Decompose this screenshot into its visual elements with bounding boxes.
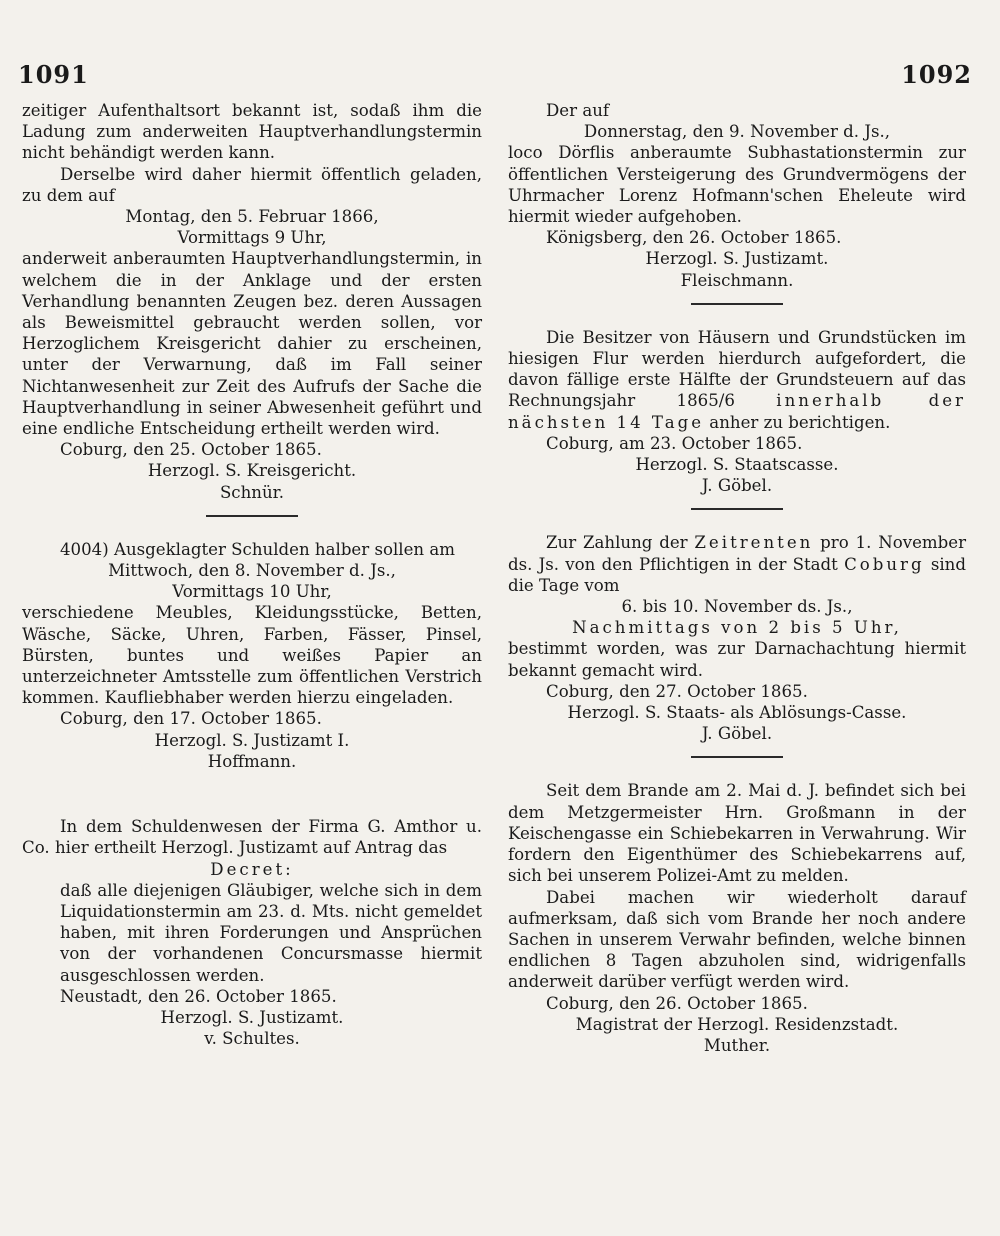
decree-label: Decret: <box>210 859 294 879</box>
section-divider <box>691 756 783 758</box>
section-gap <box>22 772 482 794</box>
notice-text: loco Dörflis anberaumte Subhastationstermin zur öffentlichen Versteigerung des Grundvermögens der Uhrmacher Lorenz Hofmann'schen Eheleute wird hiermit wieder aufgehoben. <box>508 143 966 227</box>
section-gap <box>22 794 482 816</box>
notice-text: zeitiger Aufenthaltsort bekannt ist, sodaß ihm die Ladung zum anderweiten Hauptverhandlungstermin nicht behändigt werden kann. <box>22 101 482 163</box>
notice-text <box>508 327 966 433</box>
notice-time: Nachmittags von 2 bis 5 Uhr, <box>572 618 902 638</box>
notice-tax <box>508 327 966 497</box>
notice-text: Dabei machen wir wiederholt darauf aufmerksam, daß sich vom Brande her noch andere Sachen in unserem Verwahr befinden, welche binnen endlichen 8 Tagen abzuholen sind, widrigenfalls anderweit darüber verfügt werden wird. <box>508 887 966 992</box>
notice-signature: J. Göbel. <box>701 724 773 744</box>
text-run: pro 1. November ds. Js. von den Pflichtigen in der Stadt <box>508 533 967 574</box>
page-number-right: 1092 <box>901 60 972 89</box>
text-run: Zur Zahlung der <box>546 533 695 553</box>
spaced-text: Coburg <box>844 554 925 574</box>
notice-summons <box>22 100 482 503</box>
spaced-text: Zeitrenten <box>694 533 814 553</box>
notice-rent-payment <box>508 532 966 744</box>
notice-signature: Hoffmann. <box>207 751 297 771</box>
spaced-text: innerhalb der nächsten 14 Tage <box>508 391 966 432</box>
notice-signature: Muther. <box>703 1035 771 1055</box>
notice-signature: Schnür. <box>219 482 285 502</box>
notice-time: Vormittags 10 Uhr, <box>172 582 332 602</box>
notice-signature: Fleischmann. <box>680 270 794 290</box>
notice-text: bestimmt worden, was zur Darnachachtung hiermit bekannt gemacht wird. <box>508 639 966 680</box>
notice-authority: Herzogl. S. Justizamt I. <box>154 730 350 750</box>
right-column <box>508 100 966 1056</box>
left-column <box>22 100 482 1049</box>
notice-place-date: Coburg, am 23. October 1865. <box>546 433 803 453</box>
notice-text: Derselbe wird daher hiermit öffentlich geladen, zu dem auf <box>22 164 482 205</box>
section-divider <box>206 515 298 517</box>
notice-place-date: Coburg, den 17. October 1865. <box>60 709 322 729</box>
notice-signature: J. Göbel. <box>701 476 773 496</box>
notice-wheelbarrow <box>508 780 966 1056</box>
notice-authority: Herzogl. S. Staats- als Ablösungs-Casse. <box>567 703 907 723</box>
notice-place-date: Coburg, den 25. October 1865. <box>60 440 322 460</box>
text-run: anher zu berichtigen. <box>704 412 891 432</box>
decree-text: daß alle diejenigen Gläubiger, welche sich in dem Liquidationstermin am 23. d. Mts. nicht gemeldet haben, mit ihren Forderungen und Ansprüchen von der vorhandenen Concursmasse hiermit ausgeschlossen werden. <box>60 880 482 985</box>
notice-text <box>508 532 966 596</box>
notice-decree <box>22 816 482 1049</box>
notice-text: verschiedene Meubles, Kleidungsstücke, Betten, Wäsche, Säcke, Uhren, Farben, Fässer, Pinsel, Bürsten, buntes und weißes Papier an unterzeichneter Amtsstelle zum öffentlichen Verstrich kommen. Kaufliebhaber werden hierzu eingeladen. <box>22 603 482 708</box>
notice-place-date: Coburg, den 27. October 1865. <box>546 681 808 701</box>
notice-date: Donnerstag, den 9. November d. Js., <box>583 122 891 142</box>
notice-auction <box>22 539 482 772</box>
notice-text: In dem Schuldenwesen der Firma G. Amthor u. Co. hier ertheilt Herzogl. Justizamt auf Antrag das <box>22 817 482 858</box>
notice-authority: Herzogl. S. Staatscasse. <box>635 455 839 475</box>
page-number-left: 1091 <box>18 60 89 89</box>
notice-text: Seit dem Brande am 2. Mai d. J. befindet sich bei dem Metzgermeister Hrn. Großmann in der Keischengasse ein Schiebekarren in Verwahrung. Wir fordern den Eigenthümer des Schiebekarrens auf, sich bei unserem Polizei-Amt zu melden. <box>508 781 966 886</box>
notice-date: Montag, den 5. Februar 1866, <box>125 207 379 227</box>
notice-authority: Magistrat der Herzogl. Residenzstadt. <box>575 1014 899 1034</box>
section-divider <box>691 303 783 305</box>
notice-authority: Herzogl. S. Kreisgericht. <box>147 461 357 481</box>
notice-signature: v. Schultes. <box>204 1029 300 1049</box>
notice-place-date: Coburg, den 26. October 1865. <box>546 993 808 1013</box>
text-run: sind die Tage vom <box>508 554 966 595</box>
notice-place-date: Königsberg, den 26. October 1865. <box>546 228 842 248</box>
notice-text: 4004) Ausgeklagter Schulden halber sollen am <box>60 539 455 559</box>
notice-cancellation <box>508 100 966 291</box>
text-run: Die Besitzer von Häusern und Grundstücken im hiesigen Flur werden hierdurch aufgefordert, die davon fällige erste Hälfte der Grundsteuern auf das Rechnungsjahr 1865/6 <box>508 327 966 411</box>
notice-text: Der auf <box>546 101 610 120</box>
notice-authority: Herzogl. S. Justizamt. <box>645 249 829 269</box>
notice-text: anderweit anberaumten Hauptverhandlungstermin, in welchem die in der Anklage und der ersten Verhandlung benannten Zeugen bez. deren Aussagen als Beweismittel gebraucht werden sollen, vor Herzoglichem Kreisgericht dahier zu erscheinen, unter der Verwarnung, daß im Fall seiner Nichtanwesenheit zur Zeit des Aufrufs der Sache die Hauptverhandlung in seiner Abwesenheit geführt und eine endliche Entscheidung ertheilt werden wird. <box>22 249 482 439</box>
notice-date: 6. bis 10. November ds. Js., <box>621 597 853 617</box>
notice-place-date: Neustadt, den 26. October 1865. <box>60 986 337 1006</box>
notice-time: Vormittags 9 Uhr, <box>177 228 327 248</box>
section-divider <box>691 508 783 510</box>
notice-authority: Herzogl. S. Justizamt. <box>160 1007 344 1027</box>
notice-date: Mittwoch, den 8. November d. Js., <box>108 561 396 581</box>
